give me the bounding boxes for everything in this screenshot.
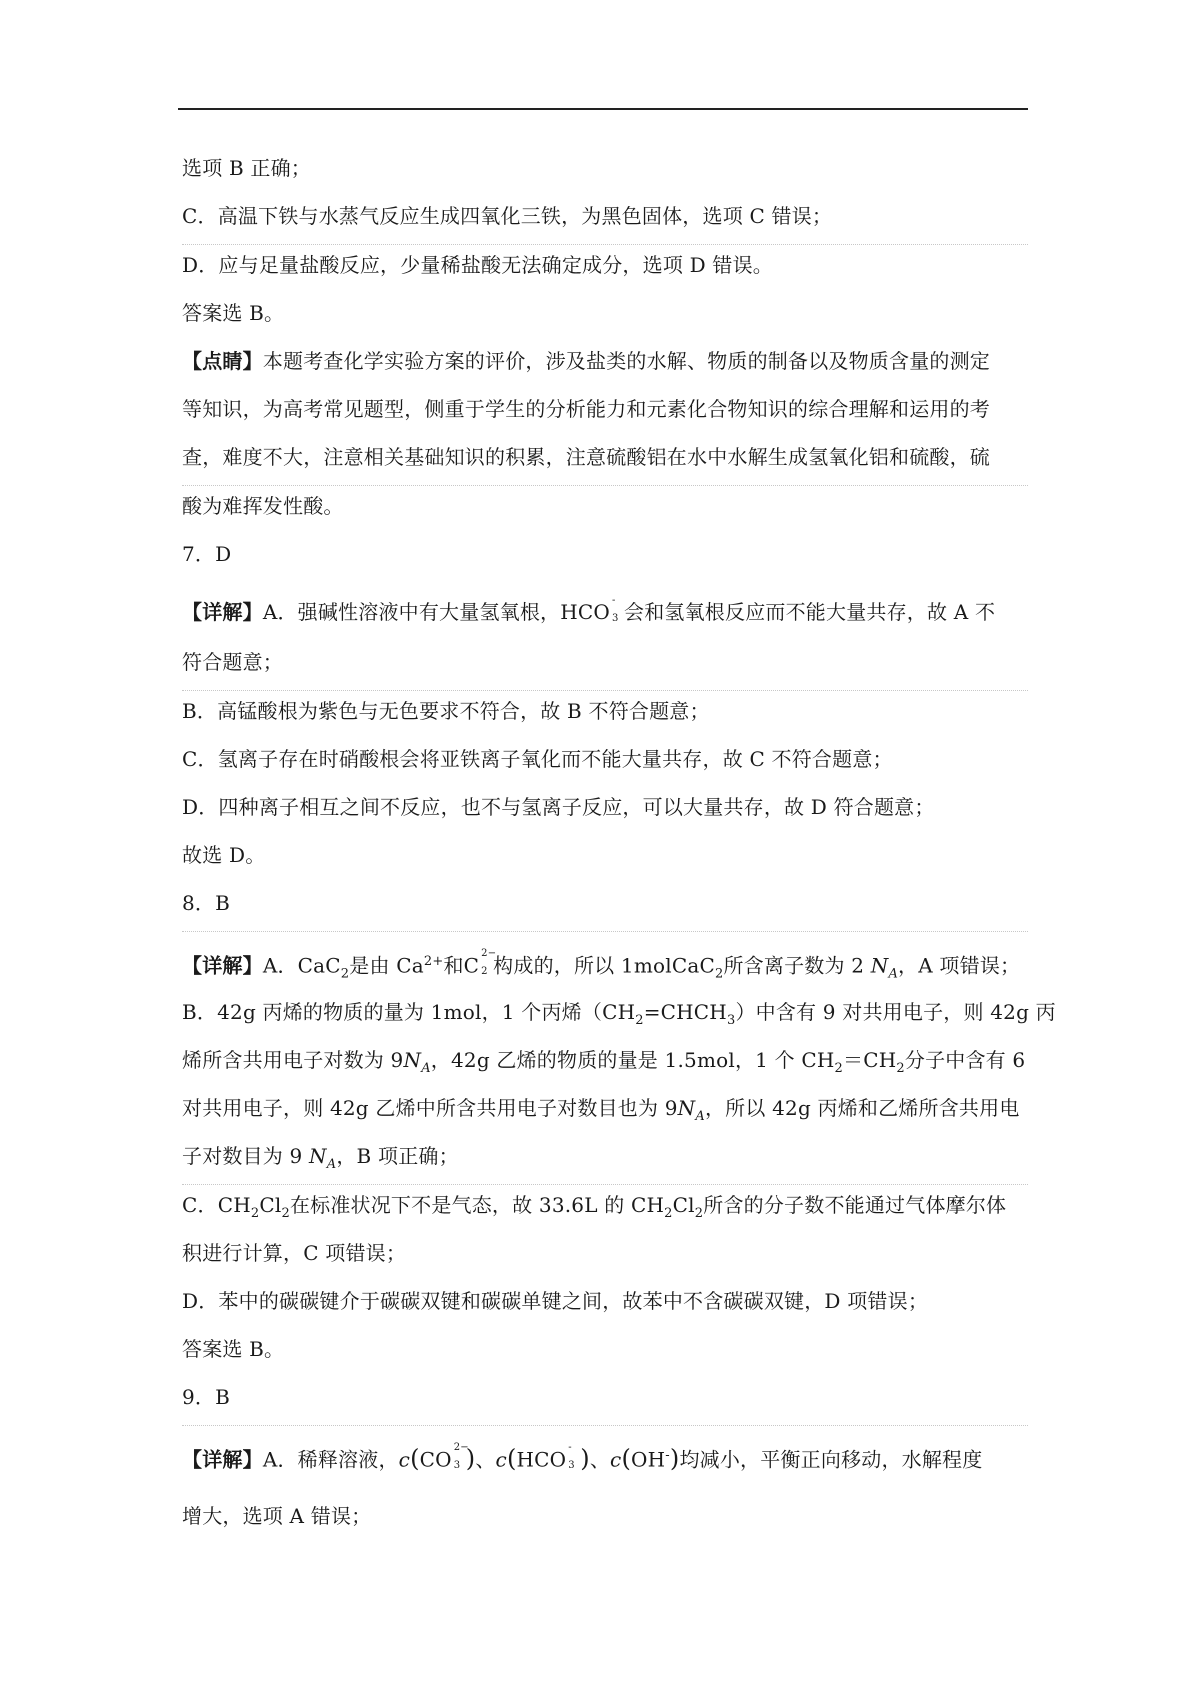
text-line: D．四种离子相互之间不反应，也不与氢离子反应，可以大量共存，故 D 符合题意；	[182, 795, 935, 819]
text-line: 【详解】A．强碱性溶液中有大量氢氧根，HCO - 3 会和氢氧根反应而不能大量共存，故 A 不	[182, 594, 996, 624]
document-body	[182, 148, 1056, 1546]
question-answer: 9．B	[182, 1377, 1028, 1426]
text-line: D．应与足量盐酸反应，少量稀盐酸无法确定成分，选项 D 错误。	[182, 253, 773, 277]
section-tag: 【点睛】	[182, 349, 263, 373]
text-line: 【点睛】本题考查化学实验方案的评价，涉及盐类的水解、物质的制备以及物质含量的测定	[182, 349, 991, 373]
text-line: 答案选 B。	[182, 1337, 285, 1361]
text-line: B．42g 丙烯的物质的量为 1mol，1 个丙烯$(CH_2=CHCH_3)$中含有 9 对共用电子，则 42g 丙	[182, 1000, 1056, 1028]
text-line: 子对数目为 9 $N_A$，B 项正确；	[182, 1136, 1028, 1185]
section-tag: 【详解】	[182, 1447, 263, 1472]
text-line: 符合题意；	[182, 642, 1028, 691]
text-line: D．苯中的碳碳键介于碳碳双键和碳碳单键之间，故苯中不含碳碳双键，D 项错误；	[182, 1289, 929, 1313]
text-line: 【详解】A．CaC$_2$是由 $Ca^{2+}$和C 2− 2 构成的，所以 1molCaC$_2$所含离子数为 2 $N_A$，A 项错误；	[182, 948, 1021, 982]
text-line: 【详解】A．稀释溶液，c(CO 2− 3 )、c(HCO - 3 )、c(OH-)均减小，平衡正向移动，水解程度	[182, 1442, 983, 1473]
section-tag: 【详解】	[182, 953, 263, 978]
ion-charge: 2− 2	[481, 948, 497, 978]
ion-charge: 2− 3	[453, 1442, 469, 1472]
text-line: 答案选 B。	[182, 301, 285, 325]
text-line: 积进行计算，C 项错误；	[182, 1241, 407, 1265]
text-line: C．氢离子存在时硝酸根会将亚铁离子氧化而不能大量共存，故 C 不符合题意；	[182, 747, 893, 771]
ion-charge: - 3	[568, 1442, 575, 1472]
text-line: C．$CH_2Cl_2$在标准状况下不是气态，故 33.6L 的 $CH_2Cl_2$所含的分子数不能通过气体摩尔体	[182, 1193, 1007, 1221]
text-line: 等知识，为高考常见题型，侧重于学生的分析能力和元素化合物知识的综合理解和运用的考	[182, 397, 990, 421]
text-line: 烯所含共用电子对数为 $9N_A$，42g 乙烯的物质的量是 1.5mol，1 个 $CH_2=CH_2$分子中含有 6	[182, 1048, 1026, 1076]
text-line: C．高温下铁与水蒸气反应生成四氧化三铁，为黑色固体，选项 C 错误；	[182, 196, 1028, 245]
question-answer: 8．B	[182, 883, 1028, 932]
text-line: 故选 D。	[182, 843, 266, 867]
text-line: 查，难度不大，注意相关基础知识的积累，注意硫酸铝在水中水解生成氢氧化铝和硫酸，硫	[182, 437, 1028, 486]
question-answer: 7．D	[182, 542, 232, 566]
text-line: B．高锰酸根为紫色与无色要求不符合，故 B 不符合题意；	[182, 699, 710, 723]
section-tag: 【详解】	[182, 600, 263, 624]
text-line: 酸为难挥发性酸。	[182, 494, 344, 518]
text-line: 增大，选项 A 错误；	[182, 1504, 372, 1528]
text-line: 对共用电子，则 42g 乙烯中所含共用电子对数目也为 $9N_A$，所以 42g 丙烯和乙烯所含共用电	[182, 1096, 1020, 1124]
top-rule	[178, 108, 1028, 110]
ion-charge: - 3	[612, 594, 619, 624]
text-line: 选项 B 正确；	[182, 156, 312, 180]
